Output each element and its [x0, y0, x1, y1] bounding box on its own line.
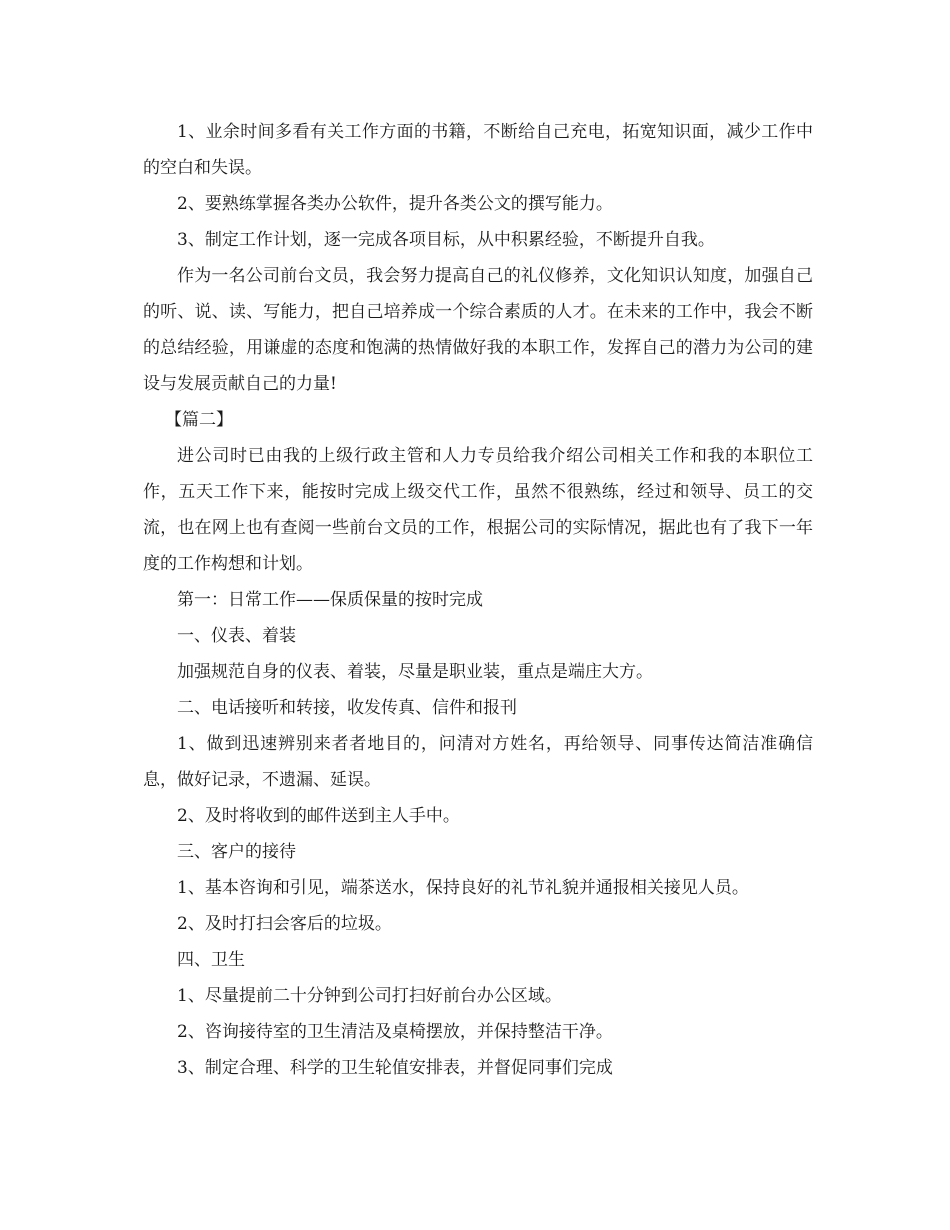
paragraph-hygiene-schedule: 3、制定合理、科学的卫生轮值安排表，并督促同事们完成	[177, 1058, 613, 1078]
paragraph-reading-books: 1、业余时间多看有关工作方面的书籍，不断给自己充电，拓宽知识面，减少工作中的空白和失误。	[143, 122, 813, 178]
document-page	[143, 114, 813, 1086]
heading-reception: 三、客户的接待	[177, 842, 296, 862]
paragraph-self-improvement: 作为一名公司前台文员，我会努力提高自己的礼仪修养，文化知识认知度，加强自己的听、说、读、写能力，把自己培养成一个综合素质的人才。在未来的工作中，我会不断的总结经验，用谦虚的态度和饱满的热情做好我的本职工作，发挥自己的潜力为公司的建设与发展贡献自己的力量!	[143, 266, 813, 394]
paragraph-reception-cleanup: 2、及时打扫会客后的垃圾。	[177, 914, 392, 934]
heading-appearance: 一、仪表、着装	[177, 626, 296, 646]
paragraph-office-software: 2、要熟练掌握各类办公软件，提升各类公文的撰写能力。	[177, 194, 613, 214]
paragraph-introduction: 进公司时已由我的上级行政主管和人力专员给我介绍公司相关工作和我的本职位工作，五天工作下来，能按时完成上级交代工作，虽然不很熟练，经过和领导、员工的交流，也在网上也有查阅一些前台文员的工作，根据公司的实际情况，据此也有了我下一年度的工作构想和计划。	[143, 446, 813, 574]
heading-daily-work: 第一：日常工作——保质保量的按时完成	[177, 590, 483, 610]
section-heading-part-two: 【篇二】	[165, 410, 233, 430]
paragraph-work-plan: 3、制定工作计划，逐一完成各项目标，从中积累经验，不断提升自我。	[177, 230, 715, 250]
paragraph-mail-delivery: 2、及时将收到的邮件送到主人手中。	[177, 806, 460, 826]
heading-phone-mail: 二、电话接听和转接，收发传真、信件和报刊	[177, 698, 517, 718]
paragraph-reception-basic: 1、基本咨询和引见，端茶送水，保持良好的礼节礼貌并通报相关接见人员。	[177, 878, 749, 898]
paragraph-hygiene-reception-room: 2、咨询接待室的卫生清洁及桌椅摆放，并保持整洁干净。	[177, 1022, 613, 1042]
paragraph-appearance: 加强规范自身的仪表、着装，尽量是职业装，重点是端庄大方。	[177, 662, 653, 682]
heading-hygiene: 四、卫生	[177, 950, 245, 970]
paragraph-hygiene-early: 1、尽量提前二十分钟到公司打扫好前台办公区域。	[177, 986, 562, 1006]
paragraph-phone-handling: 1、做到迅速辨别来者者地目的，问清对方姓名，再给领导、同事传达简洁准确信息，做好记录，不遗漏、延误。	[143, 734, 813, 790]
